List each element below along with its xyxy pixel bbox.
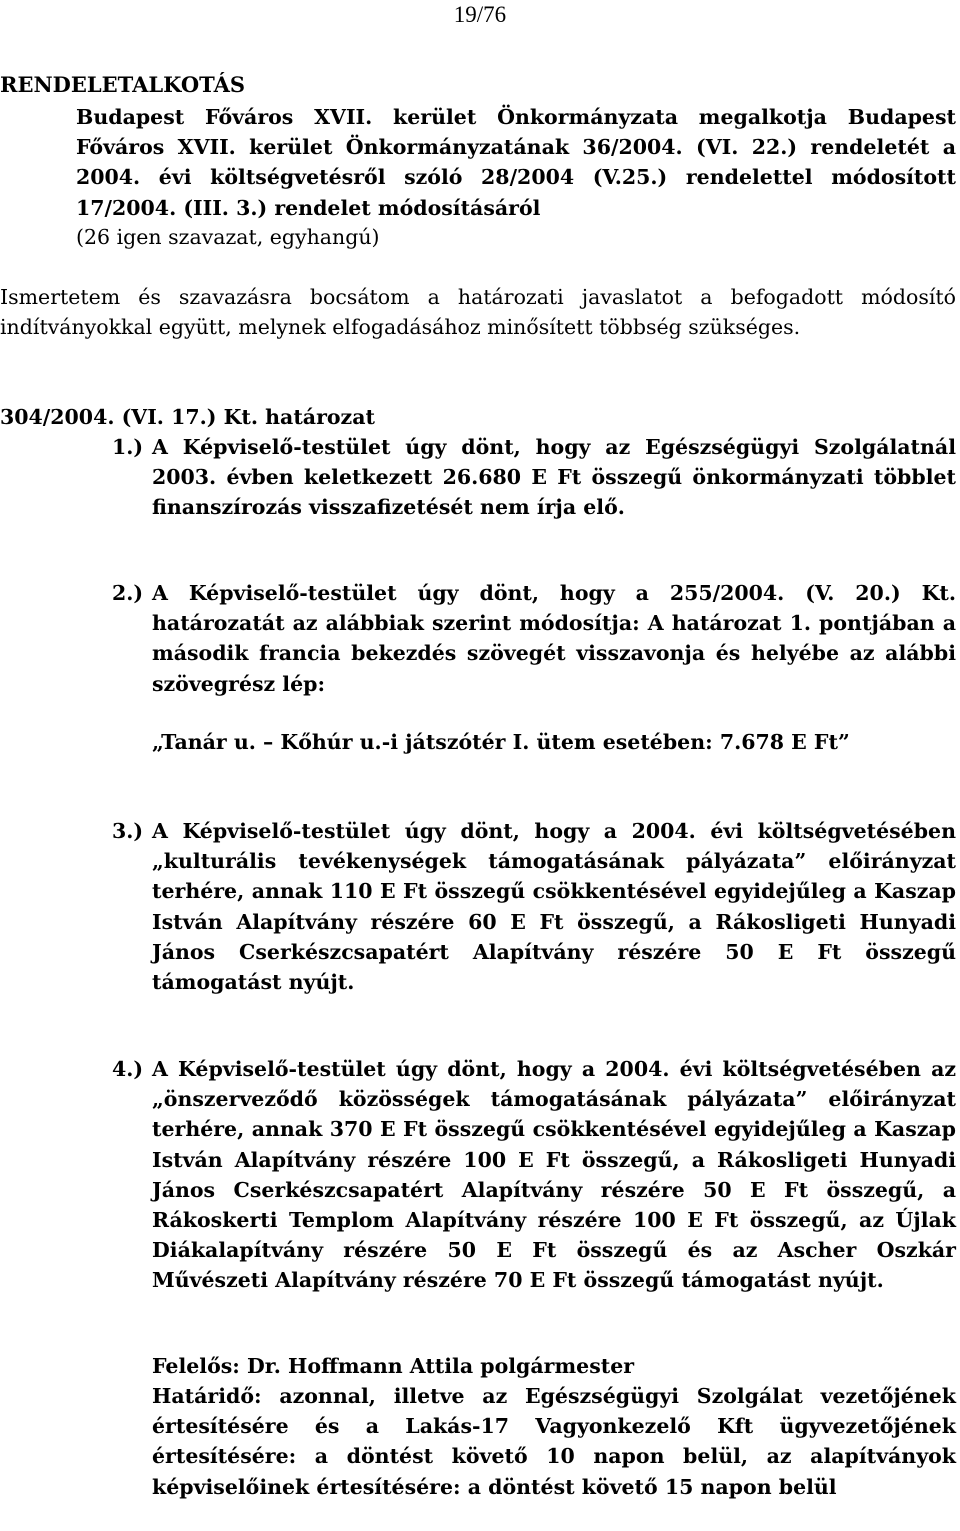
item-number: 4.) xyxy=(112,1057,144,1081)
inserted-text-quote: „Tanár u. – Kőhúr u.-i játszótér I. ütem esetében: 7.678 E Ft” xyxy=(152,730,850,754)
item-number: 3.) xyxy=(112,819,144,843)
resolution-item-1 xyxy=(112,432,956,523)
page-number: 19/76 xyxy=(453,2,507,27)
item-number: 2.) xyxy=(112,581,144,605)
ordinance-subject: Budapest Főváros XVII. kerület Önkormányzata megalkotja Budapest Főváros XVII. kerület Önkormányzatának 36/2004. (VI. 22.) rendeletét a 2004. évi költségvetésről szóló 28/2004 (V.25.) rendelettel módosított 17/2004. (III. 3.) rendelet módosításáról xyxy=(76,105,956,220)
resolution-item-4 xyxy=(112,1054,956,1296)
item-text: A Képviselő-testület úgy dönt, hogy a 2004. évi költségvetésében „kulturális tevékenységek támogatásának pályázata” előirányzat terhére, annak 110 E Ft összegű csökkentésével egyidejűleg a Kaszap István Alapítvány részére 60 E Ft összegű, a Rákosligeti Hunyadi János Cserkészcsapatért Alapítvány részére 50 E Ft összegű támogatást nyújt. xyxy=(152,819,956,995)
item-text: A Képviselő-testület úgy dönt, hogy az Egészségügyi Szolgálatnál 2003. évben keletkezett 26.680 E Ft összegű önkormányzati többlet finanszírozás visszafizetését nem írja elő. xyxy=(152,435,956,520)
item-text: A Képviselő-testület úgy dönt, hogy a 255/2004. (V. 20.) Kt. határozatát az alábbiak szerint módosítja: A határozat 1. pontjában a második francia bekezdés szövegét visszavonja és helyébe az alábbi szövegrész lép: xyxy=(152,581,956,696)
resolution-item-2 xyxy=(112,578,956,699)
vote-result: (26 igen szavazat, egyhangú) xyxy=(76,225,380,249)
resolution-number: 304/2004. (VI. 17.) Kt. határozat xyxy=(0,405,375,429)
item-text: A Képviselő-testület úgy dönt, hogy a 2004. évi költségvetésében az „önszerveződő közösségek támogatásának pályázata” előirányzat terhére, annak 370 E Ft összegű csökkentésével egyidejűleg a Kaszap István Alapítvány részére 100 E Ft összegű, a Rákosligeti Hunyadi János Cserkészcsapatért Alapítvány részére 50 E Ft összegű, a Rákoskerti Templom Alapítvány részére 100 E Ft összegű, az Újlak Diákalapítvány részére 50 E Ft összegű és az Ascher Oszkár Művészeti Alapítvány részére 70 E Ft összegű támogatást nyújt. xyxy=(152,1057,956,1293)
resolution-item-3 xyxy=(112,816,956,997)
section-heading: RENDELETALKOTÁS xyxy=(0,72,246,97)
intro-paragraph: Ismertetem és szavazásra bocsátom a határozati javaslatot a befogadott módosító indítványokkal együtt, melynek elfogadásához minősített többség szükséges. xyxy=(0,285,956,340)
item-number: 1.) xyxy=(112,435,144,459)
responsible-line: Felelős: Dr. Hoffmann Attila polgármester xyxy=(152,1354,635,1378)
deadline-paragraph: Határidő: azonnal, illetve az Egészségügyi Szolgálat vezetőjének értesítésére és a Lakás-17 Vagyonkezelő Kft ügyvezetőjének értesítésére: a döntést követő 10 napon belül, az alapítványok képviselőinek értesítésére: a döntést követő 15 napon belül xyxy=(152,1384,956,1499)
